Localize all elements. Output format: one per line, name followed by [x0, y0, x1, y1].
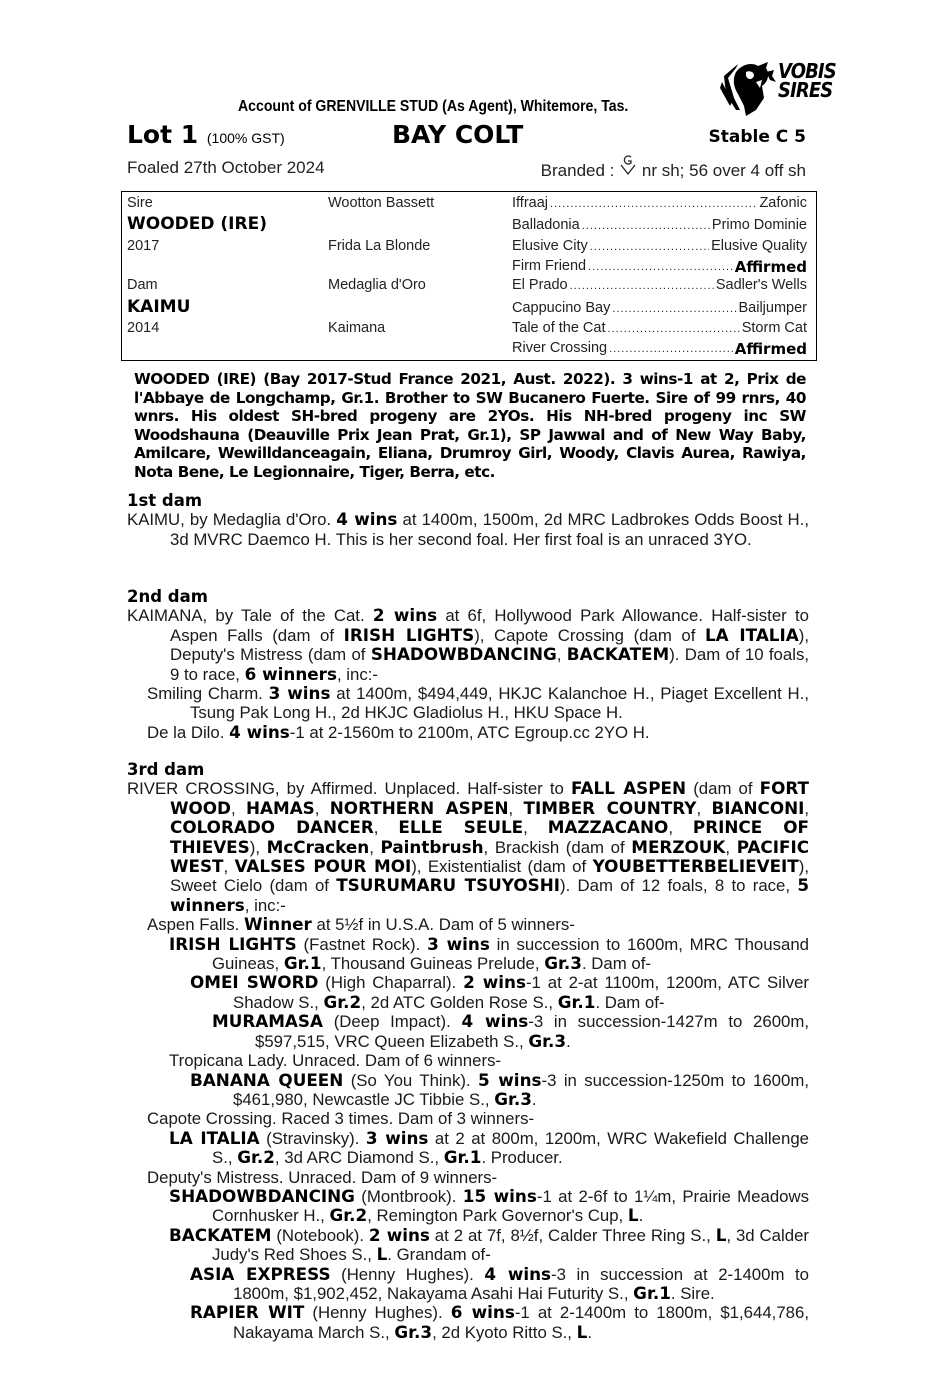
horse-title: BAY COLT: [392, 120, 524, 149]
stable-location: Stable C 5: [708, 127, 806, 147]
progeny-entry: ASIA EXPRESS (Henny Hughes). 4 wins-3 in succession at 2-1400m to 1800m, $1,902,452, Nakayama Asahi Hai Futurity S., Gr.1. Sire.: [190, 1263, 809, 1303]
progeny-entry: OMEI SWORD (High Chaparral). 2 wins-1 at 2-at 1100m, 1200m, ATC Silver Shadow S., Gr.2, 2d ATC Golden Rose S., Gr.1. Dam of-: [190, 972, 810, 1012]
progeny-entry: IRISH LIGHTS (Fastnet Rock). 3 wins in succession to 1600m, MRC Thousand Guineas, Gr.1, Thousand Guineas Prelude, Gr.3. Dam of-: [169, 933, 809, 974]
third-dam-section: [127, 760, 809, 1342]
great-grandparent-row: Tale of the Cat ..... Storm Cat: [512, 320, 807, 336]
third-dam-text: RIVER CROSSING, by Affirmed. Unplaced. Half-sister to FALL ASPEN (dam of FORT WOOD, HAMAS, NORTHERN ASPEN, TIMBER COUNTRY, BIANCONI, COLORADO DANCER, ELLE SEULE, MAZZACANO, PRINCE OF THIEVES), McCracken, Paintbrush, Brackish (dam of MERZOUK, PACIFIC WEST, VALSES POUR MOI), Existentialist (dam of YOUBETTERBELIEVEIT), Sweet Cielo (dam of TSURUMARU TSUYOSHI). Dam of 12 foals, 8 to race, 5 winners, inc:-: [127, 778, 810, 915]
foaled-date: Foaled 27th October 2024: [127, 158, 325, 177]
second-dam-section: [127, 587, 809, 742]
section-heading: 1st dam: [127, 491, 203, 510]
progeny-entry: Tropicana Lady. Unraced. Dam of 6 winners-: [169, 1051, 502, 1071]
progeny-entry: Capote Crossing. Raced 3 times. Dam of 3 winners-: [147, 1109, 535, 1129]
vendor-account: Account of GRENVILLE STUD (As Agent), Whitemore, Tas.: [238, 98, 629, 115]
great-grandparent-row: Cappucino Bay ..... Bailjumper: [512, 300, 807, 316]
logo-line-2: SIRES: [778, 78, 833, 102]
progeny-entry: LA ITALIA (Stravinsky). 3 wins at 2 at 800m, 1200m, WRC Wakefield Challenge S., Gr.2, 3d ARC Diamond S., Gr.1. Producer.: [169, 1127, 809, 1168]
branded-label: Branded :: [540, 161, 615, 180]
dam-year: 2014: [127, 320, 160, 336]
gst-note: (100% GST): [206, 130, 285, 146]
great-grandparent-row: Elusive City ..... Elusive Quality: [512, 238, 807, 254]
dam-label: Dam: [127, 277, 158, 293]
sire-label: Sire: [127, 195, 153, 211]
section-heading: 2nd dam: [127, 587, 208, 606]
grandsire-paternal: Wootton Bassett: [328, 195, 435, 211]
section-heading: 3rd dam: [127, 760, 205, 779]
vobis-sires-logo: [716, 58, 856, 118]
logo-line-1: VOBIS: [778, 59, 836, 83]
second-dam-text: KAIMANA, by Tale of the Cat. 2 wins at 6f, Hollywood Park Allowance. Half-sister to Aspen Falls (dam of IRISH LIGHTS), Capote Crossing (dam of LA ITALIA), Deputy's Mistress (dam of SHADOWBDANCING, BACKATEM). Dam of 10 foals, 9 to race, 6 winners, inc:-: [127, 605, 810, 684]
progeny-entry: MURAMASA (Deep Impact). 4 wins-3 in succession-1427m to 2600m, $597,515, VRC Queen Elizabeth S., Gr.3.: [212, 1011, 810, 1051]
brand-description: [541, 158, 806, 181]
progeny-entry: Smiling Charm. 3 wins at 1400m, $494,449, HKJC Kalanchoe H., Piaget Excellent H., Tsung Pak Long H., 2d HKJC Gladiolus H., HKU Space H.: [147, 683, 809, 723]
dam-name: KAIMU: [127, 297, 191, 317]
progeny-entry: SHADOWBDANCING (Montbrook). 15 wins-1 at 2-6f to 1¼m, Prairie Meadows Cornhusker H., Gr.2, Remington Park Governor's Cup, L.: [169, 1185, 810, 1226]
sire-year: 2017: [127, 238, 160, 254]
progeny-entry: De la Dilo. 4 wins-1 at 2-1560m to 2100m, ATC Egroup.cc 2YO H.: [147, 721, 650, 742]
first-dam-text: KAIMU, by Medaglia d'Oro. 4 wins at 1400m, 1500m, 2d MRC Ladbrokes Odds Boost H., 3d MVRC Daemco H. This is her second foal. Her first foal is an unraced 3YO.: [127, 509, 809, 549]
branded-text: nr sh; 56 over 4 off sh: [641, 161, 806, 180]
progeny-entry: BANANA QUEEN (So You Think). 5 wins-3 in succession-1250m to 1600m, $461,980, Newcastle JC Tibbie S., Gr.3.: [190, 1069, 809, 1109]
great-grandparent-row: Balladonia ..... Primo Dominie: [512, 217, 807, 233]
granddam-maternal: Kaimana: [328, 320, 386, 336]
lot-number: [127, 120, 285, 149]
pedigree-table: [121, 191, 817, 361]
progeny-entry: RAPIER WIT (Henny Hughes). 6 wins-1 at 2-1400m to 1800m, $1,644,786, Nakayama March S., Gr.3, 2d Kyoto Ritto S., L.: [190, 1302, 809, 1342]
progeny-entry: Aspen Falls. Winner at 5½f in U.S.A. Dam of 5 winners-: [147, 914, 575, 935]
great-grandparent-row: Firm Friend ..... Affirmed: [512, 258, 807, 276]
lot-label: Lot 1: [127, 120, 199, 149]
great-grandparent-row: Iffraaj ..... Zafonic: [512, 195, 807, 211]
progeny-entry: Deputy's Mistress. Unraced. Dam of 9 winners-: [147, 1167, 498, 1187]
great-grandparent-row: El Prado ..... Sadler's Wells: [512, 277, 807, 293]
sire-name: WOODED (IRE): [127, 214, 267, 234]
sire-summary: WOODED (IRE) (Bay 2017-Stud France 2021, Aust. 2022). 3 wins-1 at 2, Prix de l'Abbaye de Longchamp, Gr.1. Brother to SW Bucanero Fuerte. Sire of 99 rnrs, 40 wnrs. His oldest SH-bred progeny are 2YOs. His NH-bred progeny inc SW Woodshauna (Deauville Prix Jean Prat, Gr.1), SP Jawwal and of New Way Baby, Amilcare, Wewilldanceagain, Eliana, Drumroy Girl, Woody, Clavis Aurea, Rawiya, Nota Bene, Le Legionnaire, Tiger, Berra, etc.: [134, 370, 806, 481]
brand-mark-icon: [619, 158, 637, 178]
horse-and-jockey-icon: [716, 58, 778, 118]
first-dam-section: [127, 491, 809, 549]
granddam-paternal: Frida La Blonde: [328, 238, 431, 254]
progeny-entry: BACKATEM (Notebook). 2 wins at 2 at 7f, 8½f, Calder Three Ring S., L, 3d Calder Judy's Red Shoes S., L. Grandam of-: [169, 1224, 809, 1265]
grandsire-maternal: Medaglia d'Oro: [328, 277, 426, 293]
great-grandparent-row: River Crossing ..... Affirmed: [512, 340, 807, 358]
